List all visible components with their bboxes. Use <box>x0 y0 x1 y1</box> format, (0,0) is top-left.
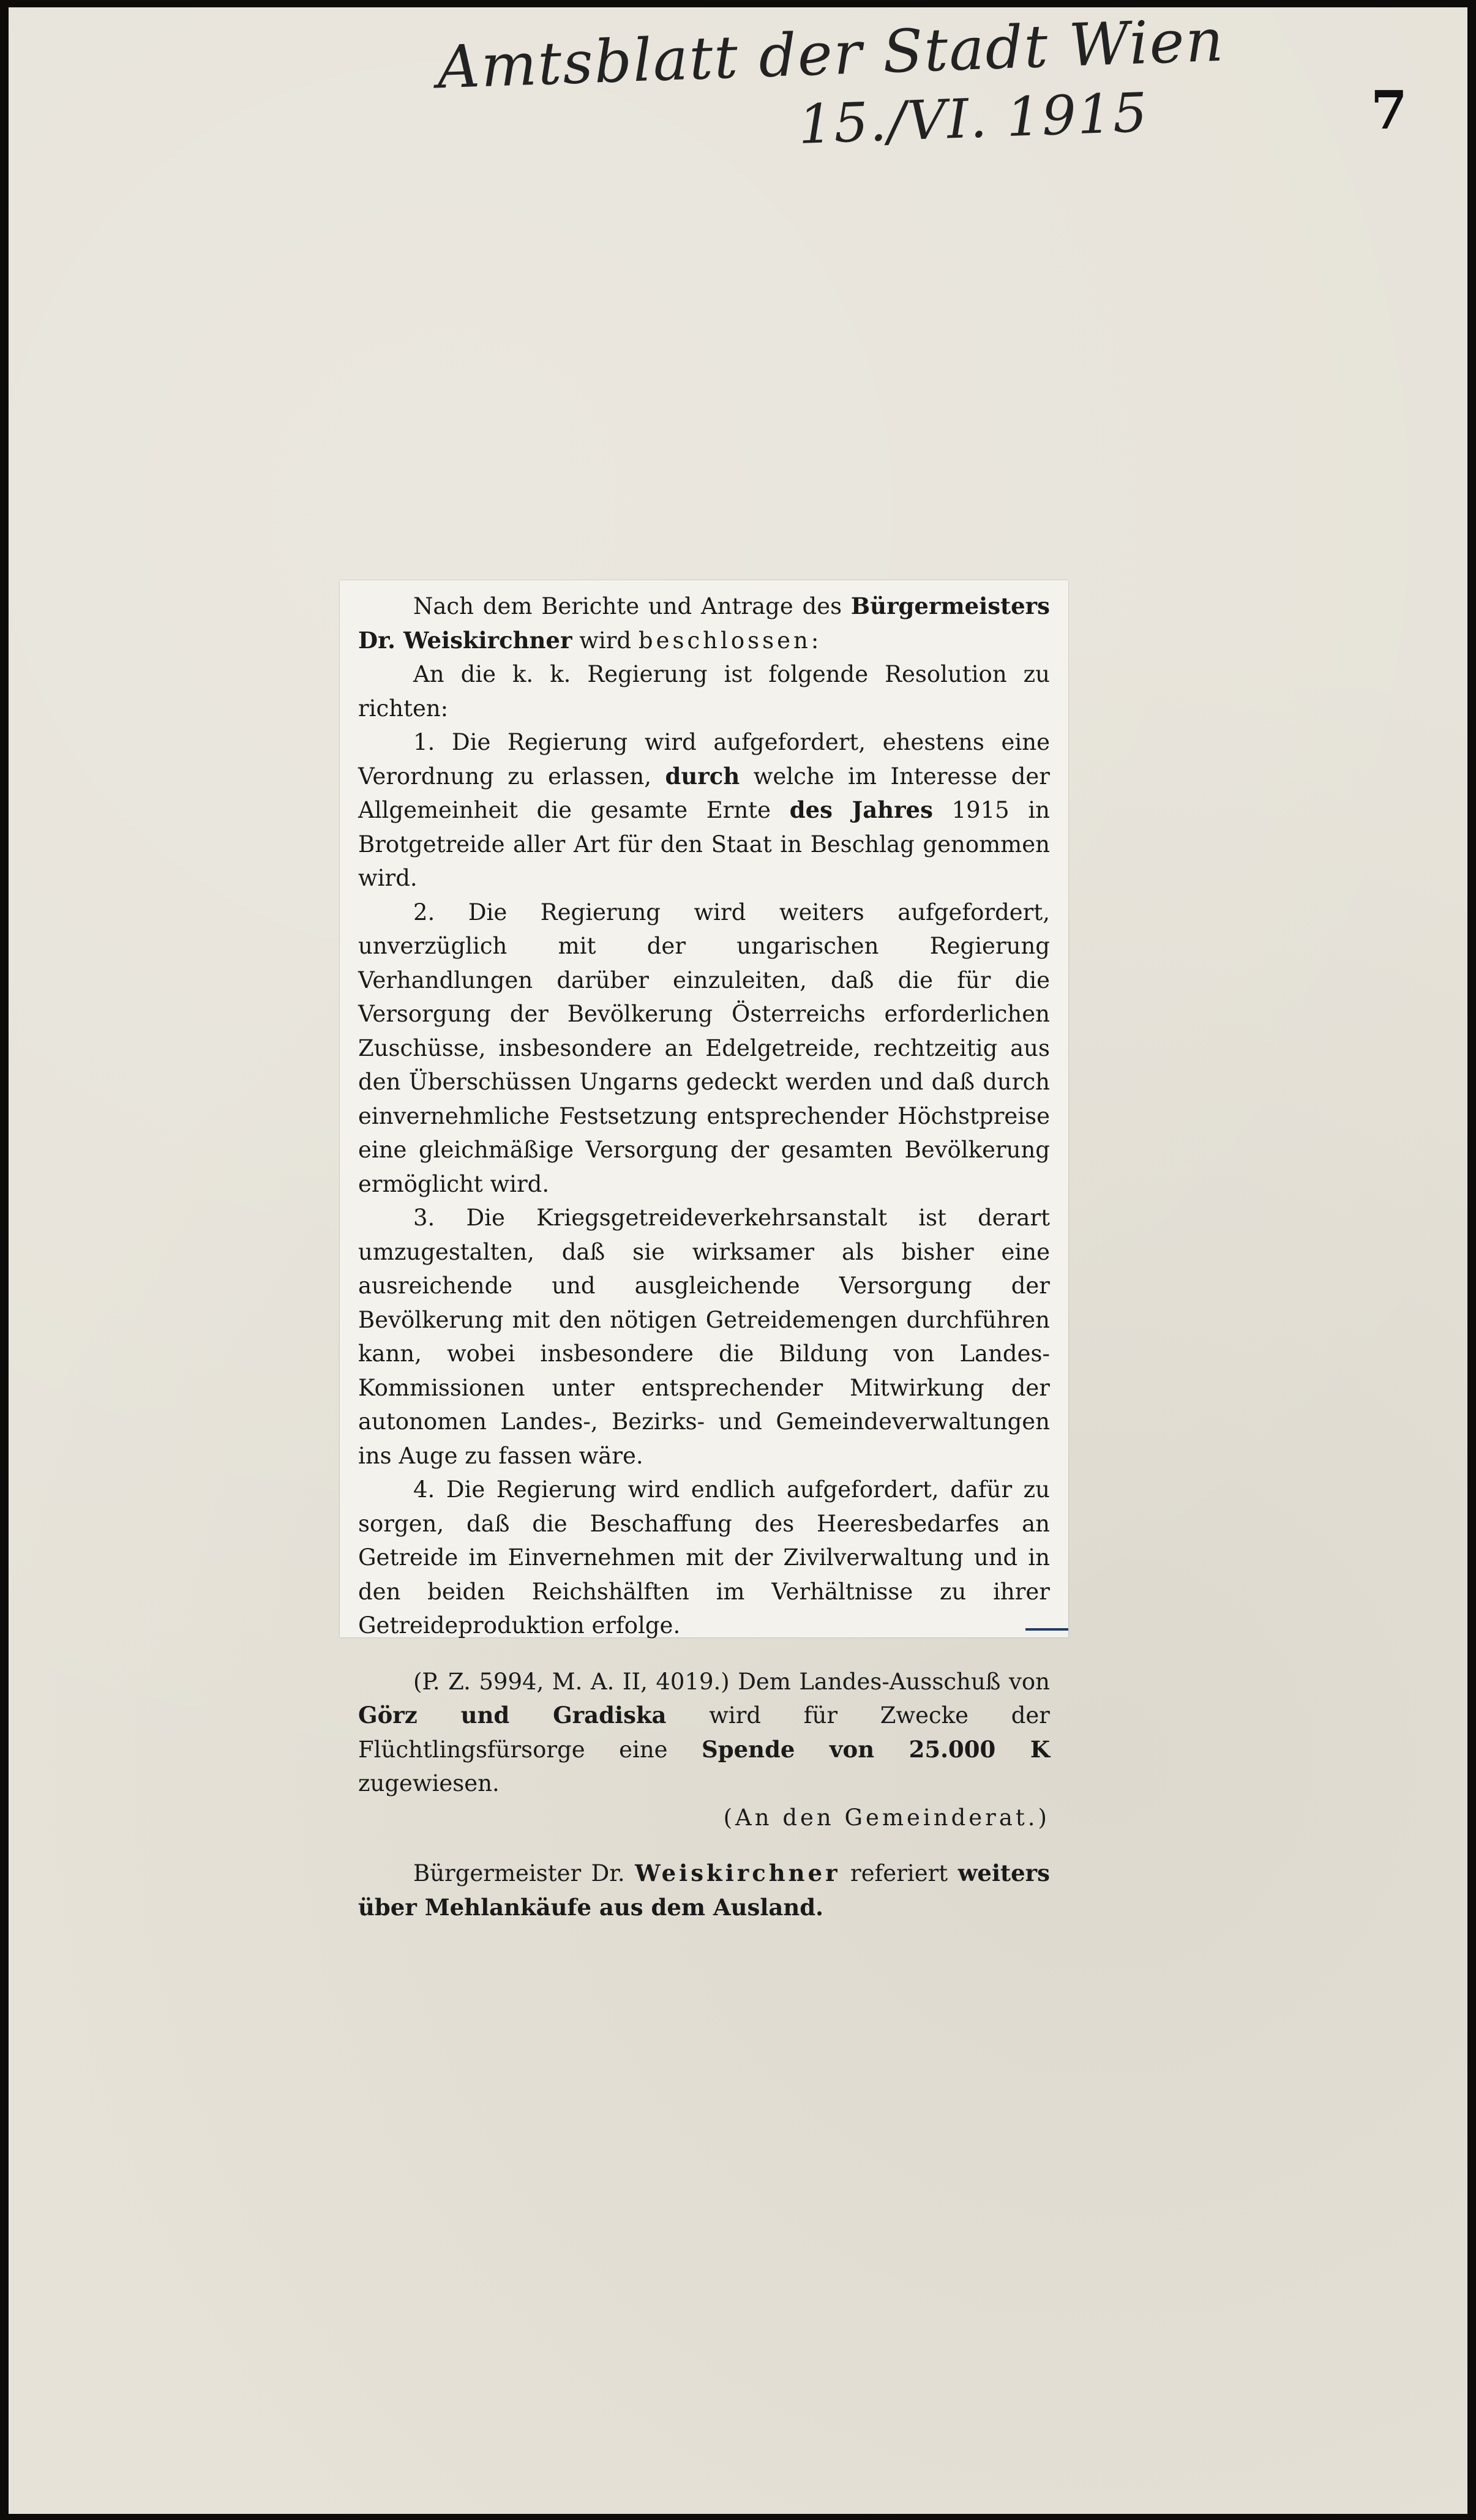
handwritten-date: 15./VI. 1915 <box>797 81 1150 156</box>
spacer <box>358 1643 1050 1665</box>
spacer <box>358 1834 1050 1856</box>
reference-paragraph <box>358 1665 1050 1801</box>
item1-part-e: 1915 in Brotgetreide aller Art für den Staat in Beschlag genommen wird. <box>358 797 1051 891</box>
mayor-name: Bürgermeisters Dr. Weiskirchner <box>358 593 1050 654</box>
final-part-a: Bürgermeister Dr. <box>413 1860 625 1886</box>
final-part-c: referiert <box>850 1860 948 1886</box>
resolution-item-3: 3. Die Kriegsgetreideverkehrsanstalt ist derart umzugestalten, daß sie wirksamer als bisher eine ausreichende und ausgleichende Versorgung der Bevölkerung mit den nötigen Getreidemengen durchführen kann, wobei insbesondere die Bildung von Landes-Kommissionen unter entsprechender Mitwirkung der autonomen Landes-, Bezirks- und Gemeindeverwaltungen ins Auge zu fassen wäre. <box>358 1205 1050 1469</box>
final-part-b: Weiskirchner <box>635 1860 841 1886</box>
final-paragraph <box>358 1856 1050 1924</box>
resolution-item-4: 4. Die Regierung wird endlich aufgefordert, dafür zu sorgen, daß die Beschaffung des Heeresbedarfes an Getreide im Einvernehmen mit der Zivilverwaltung und in den beiden Reichshälften im Verhältnisse zu ihrer Getreideproduktion erfolge. <box>358 1476 1050 1639</box>
item1-part-d: des Jahres <box>789 796 933 823</box>
ref-part-d: Spende von 25.000 K <box>702 1735 1051 1763</box>
ref-part-a: (P. Z. 5994, M. A. II, 4019.) Dem Landes-Ausschuß von <box>413 1668 1050 1695</box>
resolution-item-1 <box>358 725 1050 895</box>
ref-part-b: Görz und Gradiska <box>358 1702 667 1729</box>
address-line: An die k. k. Regierung ist folgende Resolution zu richten: <box>358 661 1050 722</box>
resolution-item-2: 2. Die Regierung wird weiters aufgefordert, unverzüglich mit der ungarischen Regierung Verhandlungen darüber einzuleiten, daß die für die Versorgung der Bevölkerung Österreichs erforderlichen Zuschüsse, insbesondere an Edelgetreide, rechtzeitig aus den Überschüssen Ungarns gedeckt werden und daß durch einvernehmliche Festsetzung entsprechender Höchstpreise eine gleichmäßige Versorgung der gesamten Bevölkerung ermöglicht wird. <box>358 899 1050 1197</box>
ref-part-e: zugewiesen. <box>358 1770 500 1797</box>
item1-part-a: 1. Die Regierung wird aufgefordert, ehestens eine Verordnung zu erlassen, <box>358 729 1050 790</box>
intro-resolved: beschlossen: <box>638 627 822 654</box>
handwritten-title: Amtsblatt der Stadt Wien <box>436 6 1226 102</box>
item1-part-c: welche im Interesse der Allgemeinheit die gesamte Ernte <box>358 763 1050 823</box>
referral-note: (An den Gemeinderat.) <box>723 1804 1050 1831</box>
final-part-d: weiters über Mehlankäufe aus dem Ausland. <box>358 1860 1050 1921</box>
ref-part-c: wird für Zwecke der Flüchtlingsfürsorge eine <box>358 1702 1050 1763</box>
item1-part-b: durch <box>665 762 740 790</box>
intro-paragraph <box>358 589 1050 657</box>
clipping-text <box>358 589 1050 1924</box>
page-number: 7 <box>1371 80 1407 141</box>
intro-verb: wird <box>579 627 632 654</box>
newspaper-clipping <box>340 580 1068 1921</box>
intro-text: Nach dem Berichte und Antrage des <box>413 593 842 619</box>
clipping-edge-mark <box>1025 1628 1068 1631</box>
